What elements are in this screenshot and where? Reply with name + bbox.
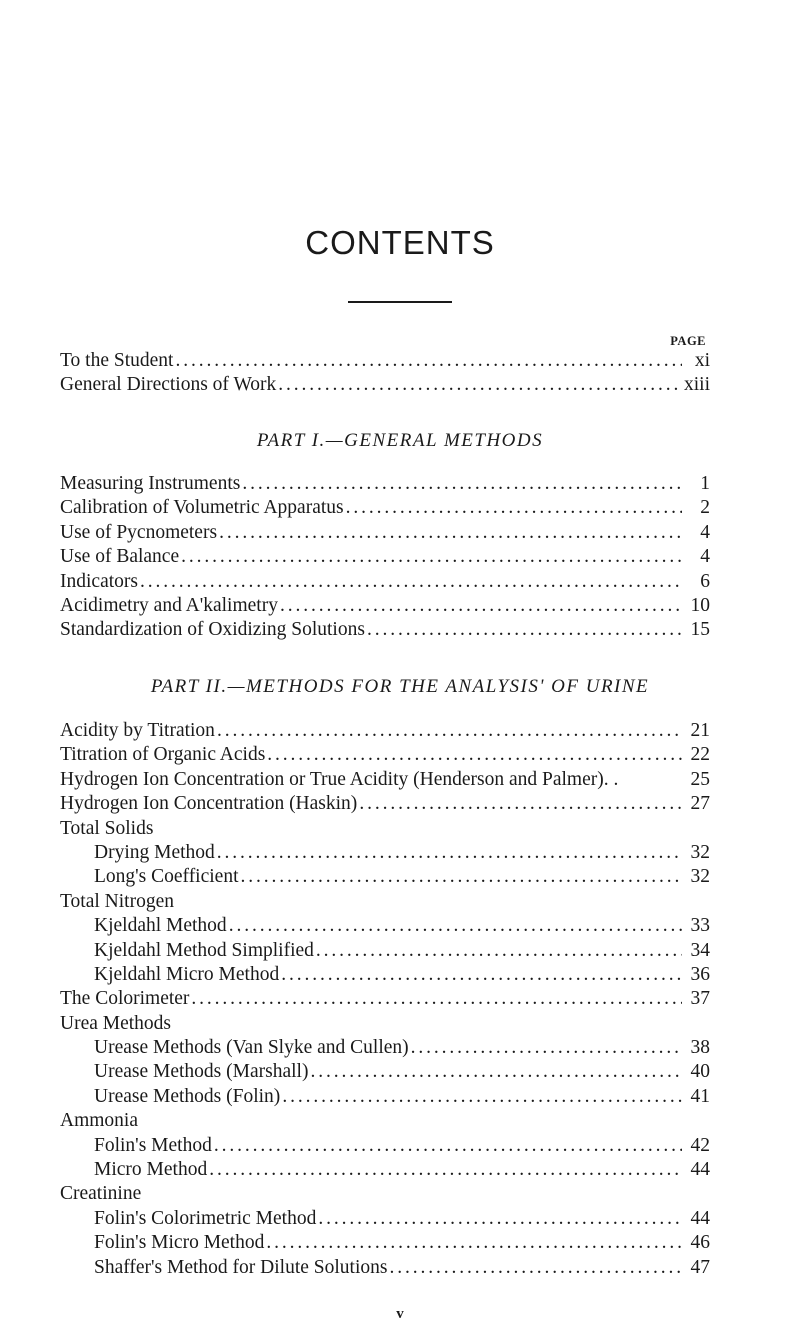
toc-entry-page: 36 [690,963,710,985]
toc-entry-title: Indicators [60,570,138,592]
toc-entry-title: To the Student [60,350,174,371]
toc-entry[interactable] [60,1232,710,1256]
toc-entry[interactable] [60,744,710,768]
toc-entry[interactable] [60,988,710,1012]
toc-entry[interactable] [60,940,710,964]
toc-entry-title: Folin's Colorimetric Method [94,1207,317,1229]
toc-entry-title: Acidimetry and A'kalimetry [60,594,278,616]
dot-leader [219,522,682,544]
toc-entry[interactable] [60,964,710,988]
toc-section-heading [60,891,710,915]
dot-leader [267,744,682,766]
toc-entry-title: Use of Balance [60,546,180,568]
dot-leader [140,571,682,593]
toc-entry-page: 44 [690,1159,710,1181]
toc-entry[interactable] [60,1037,710,1061]
toc-entry-page: 40 [690,1061,710,1083]
toc-entry-page: 42 [690,1134,710,1156]
page-title: CONTENTS [305,224,495,261]
toc-entry[interactable] [60,497,710,521]
toc-entry-title: Long's Coefficient [94,866,239,888]
toc-entry-title: Calibration of Volumetric Apparatus [60,497,344,519]
toc-entry[interactable] [60,720,710,744]
toc-entry-title: Drying Method [94,841,215,863]
toc-entry-title: Kjeldahl Method Simplified [94,939,314,961]
title-rule [348,301,452,303]
toc-entry-page: 15 [690,619,710,641]
toc-entry-page: 25 [690,768,710,790]
toc-entry[interactable] [60,473,710,497]
dot-leader [389,1257,682,1279]
dot-leader [175,350,682,372]
page-folio: v [396,1306,404,1322]
toc-entry[interactable] [60,595,710,619]
page-column-label: PAGE [670,334,706,348]
toc-entry-title: Titration of Organic Acids [60,744,266,766]
toc-entry-page: 4 [700,521,710,543]
toc-entry-page: 10 [690,594,710,616]
toc-section-title: Ammonia [60,1110,138,1132]
toc-entry-page: 38 [690,1037,710,1059]
toc-entry-title: Folin's Method [94,1134,212,1156]
toc-entry-page: 4 [700,546,710,568]
toc-entry-title: Folin's Micro Method [94,1232,265,1254]
toc-entry-page: xi [694,350,710,371]
dot-leader [280,595,682,617]
toc-entry-title: Hydrogen Ion Concentration (Haskin) [60,793,358,815]
toc-entry-title: Urease Methods (Marshall) [94,1061,309,1083]
toc-entry-page: 6 [700,570,710,592]
dot-leader [242,473,682,495]
toc-section-title: Total Solids [60,817,154,839]
toc-entry-page: 44 [690,1207,710,1229]
toc-section-title: Total Nitrogen [60,890,174,912]
toc-entry[interactable] [60,1159,710,1183]
toc-entry[interactable] [60,1086,710,1110]
toc-entry-title: Kjeldahl Method [94,915,227,937]
part-1-list [60,473,710,644]
toc-entry[interactable] [60,350,710,374]
toc-entry-page: 47 [690,1256,710,1278]
toc-entry-title: General Directions of Work [60,374,277,396]
toc-entry-title: Shaffer's Method for Dilute Solutions [94,1256,388,1278]
dot-leader [241,866,683,888]
toc-entry[interactable] [60,866,710,890]
dot-leader [278,374,680,396]
toc-entry-page: 41 [690,1085,710,1107]
dot-leader [266,1232,682,1254]
toc-entry[interactable] [60,619,710,643]
toc-section-heading [60,1013,710,1037]
toc-entry-page: xiii [683,374,710,396]
dot-leader [310,1061,682,1083]
toc-entry[interactable] [60,842,710,866]
toc-entry[interactable] [60,1257,710,1281]
dot-leader [229,915,682,937]
dot-leader [214,1135,682,1157]
toc-entry[interactable] [60,571,710,595]
toc-entry-page: 1 [700,473,710,494]
toc-entry-title: Urease Methods (Van Slyke and Cullen) [94,1037,409,1059]
toc-entry[interactable] [60,546,710,570]
toc-entry-title: Micro Method [94,1159,208,1181]
dot-leader [281,964,682,986]
toc-entry-page: 22 [690,744,710,766]
toc-entry-title: Use of Pycnometers [60,521,218,543]
dot-leader [316,940,682,962]
dot-leader [217,720,682,742]
toc-entry-title: Hydrogen Ion Concentration or True Acidity (Henderson and Palmer). . [60,768,619,790]
toc-entry-title: Measuring Instruments [60,473,241,494]
toc-entry-title: Acidity by Titration [60,720,215,741]
part-2-list [60,720,710,1281]
dot-leader [318,1208,682,1230]
toc-section-title: Creatinine [60,1183,142,1205]
toc-entry-page: 33 [690,915,710,937]
toc-entry[interactable] [60,1061,710,1085]
toc-entry[interactable] [60,522,710,546]
dot-leader [217,842,682,864]
dot-leader [346,497,682,519]
toc-entry-title: Urease Methods (Folin) [94,1085,281,1107]
dot-leader [359,793,682,815]
dot-leader [191,988,682,1010]
toc-entry-title: Standardization of Oxidizing Solutions [60,619,365,641]
dot-leader [181,546,682,568]
toc-entry-page: 32 [690,866,710,888]
dot-leader [209,1159,682,1181]
toc-section-title: Urea Methods [60,1012,172,1034]
toc-entry-page: 34 [690,939,710,961]
toc-entry[interactable] [60,915,710,939]
toc-entry-page: 32 [690,841,710,863]
toc-section-heading [60,1183,710,1207]
part-1-heading: PART I.—GENERAL METHODS [256,430,544,451]
toc-entry-page: 46 [690,1232,710,1254]
dot-leader [411,1037,682,1059]
toc-entry-title: The Colorimeter [60,988,190,1010]
toc-entry-page: 27 [690,793,710,815]
toc-entry[interactable] [60,1135,710,1159]
dot-leader [367,619,682,641]
toc-entry-page: 37 [690,988,710,1010]
toc-entry-title: Kjeldahl Micro Method [94,963,280,985]
toc-entry[interactable] [60,769,710,793]
toc-entry[interactable] [60,793,710,817]
toc-entry-page: 2 [700,497,710,519]
toc-section-heading [60,1110,710,1134]
part-2-heading: PART II.—METHODS FOR THE ANALYSIS' OF URINE [150,676,650,697]
toc-entry[interactable] [60,374,710,398]
toc-entry[interactable] [60,1208,710,1232]
front-matter-list [60,350,710,399]
toc-section-heading [60,818,710,842]
dot-leader [282,1086,682,1108]
toc-entry-page: 21 [690,720,710,741]
